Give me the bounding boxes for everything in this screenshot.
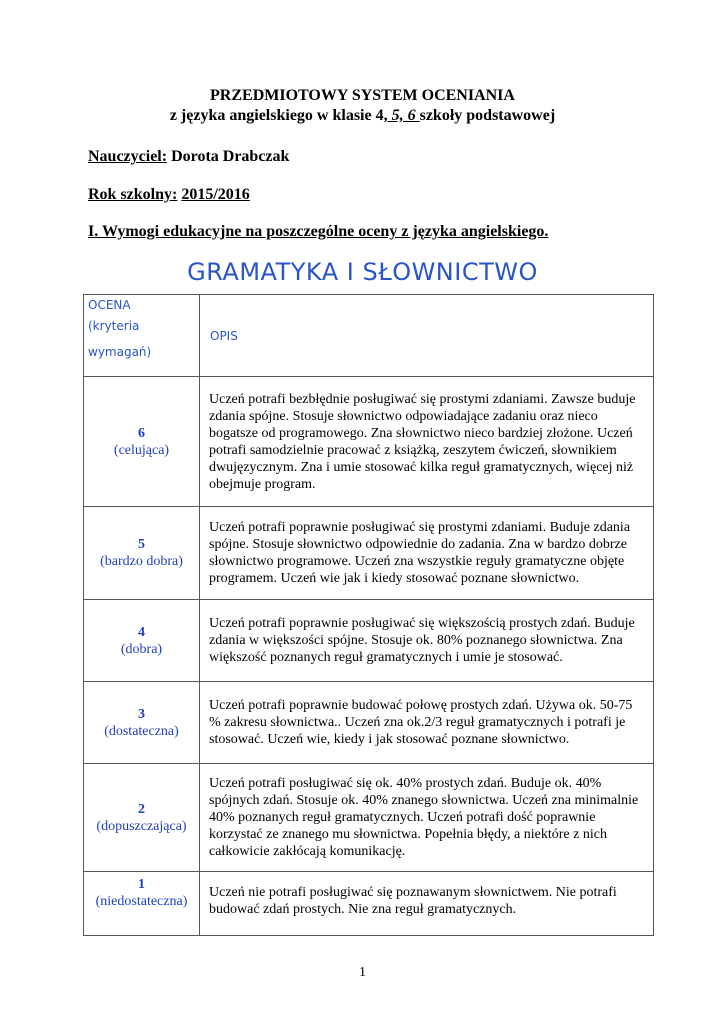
grade-number: 6 xyxy=(138,425,145,441)
description-cell xyxy=(200,377,654,507)
description-cell xyxy=(200,507,654,600)
description-cell xyxy=(200,600,654,682)
school-year-label: Rok szkolny: xyxy=(88,186,178,203)
table-row xyxy=(84,377,654,507)
description-cell xyxy=(200,764,654,872)
title-line-1: PRZEDMIOTOWY SYSTEM OCENIANIA xyxy=(210,87,515,104)
grade-description: Uczeń nie potrafi posługiwać się poznawanym słownictwem. Nie potrafi budować zdań prostych. Nie zna reguł gramatycznych. xyxy=(209,885,617,917)
table-row xyxy=(84,600,654,682)
school-year-value: 2015/2016 xyxy=(181,186,250,203)
header-description-cell: OPIS xyxy=(200,295,654,377)
table-row xyxy=(84,682,654,764)
grade-description: Uczeń potrafi poprawnie budować połowę prostych zdań. Używa ok. 50-75 % zakresu słownictwa.. Uczeń zna ok.2/3 reguł gramatycznych i potrafi je stosować. Uczeń wie, kiedy i jak stosować poznane słownictwo. xyxy=(209,698,633,747)
page-number: 1 xyxy=(359,965,366,980)
grade-name: (dopuszczająca) xyxy=(96,818,187,834)
grade-number: 1 xyxy=(138,877,145,892)
grade-description: Uczeń potrafi poprawnie posługiwać się prostymi zdaniami. Buduje zdania spójne. Stosuje słownictwo odpowiednie do zadania. Zna w bardzo dobrze słownictwo programowe. Uczeń zna wszystkie reguły gramatyczne objęte programem. Uczeń wie jak i kiedy stosować poznane słownictwo. xyxy=(209,520,631,586)
teacher-line xyxy=(88,148,289,166)
grade-cell xyxy=(84,600,200,682)
description-cell xyxy=(200,682,654,764)
table-row xyxy=(84,764,654,872)
title-line-2-pre: z języka angielskiego w klasie 4, xyxy=(169,107,388,124)
grade-number: 3 xyxy=(138,706,145,722)
header-grade-line-3: wymagań) xyxy=(88,345,152,359)
header-grade-cell xyxy=(84,295,200,377)
teacher-name: Dorota Drabczak xyxy=(171,148,290,165)
table-header-row xyxy=(84,295,654,377)
grade-cell xyxy=(84,507,200,600)
grade-number: 5 xyxy=(138,537,145,552)
title-line-2-classes: 5, 6 xyxy=(387,107,420,124)
grade-cell xyxy=(84,682,200,764)
grade-description: Uczeń potrafi poprawnie posługiwać się większością prostych zdań. Buduje zdania w większości spójne. Stosuje ok. 80% poznanego słownictwa. Zna większość poznanych reguł gramatycznych i umie je stosować. xyxy=(209,616,635,665)
header-grade-line-2: (kryteria xyxy=(88,319,140,333)
description-cell xyxy=(200,872,654,936)
grade-cell xyxy=(84,872,200,936)
table-row xyxy=(84,872,654,936)
grade-name: (niedostateczna) xyxy=(95,894,188,909)
grade-description: Uczeń potrafi posługiwać się ok. 40% prostych zdań. Buduje ok. 40% spójnych zdań. Stosuje ok. 40% znanego słownictwa. Uczeń zna minimalnie 40% poznanych reguł gramatycznych. Uczeń potrafi dość poprawnie korzystać ze znanego mu słownictwa. Popełnia błędy, a niektóre z nich całkowicie zakłócają komunikację. xyxy=(209,776,639,859)
grade-cell xyxy=(84,764,200,872)
table-row xyxy=(84,507,654,600)
school-year-line xyxy=(88,186,250,204)
handwritten-title: GRAMATYKA I SŁOWNICTWO xyxy=(187,258,538,286)
grade-name: (dostateczna) xyxy=(104,723,179,739)
title-line-2-post: szkoły podstawowej xyxy=(419,107,556,124)
grade-name: (bardzo dobra) xyxy=(100,554,183,569)
grade-number: 2 xyxy=(138,801,145,817)
grade-name: (celująca) xyxy=(113,442,170,458)
grades-table xyxy=(83,294,654,936)
grade-cell xyxy=(84,377,200,507)
document-title xyxy=(0,86,725,126)
grade-number: 4 xyxy=(138,624,145,640)
header-grade-line-1: OCENA xyxy=(88,298,131,312)
teacher-label: Nauczyciel: xyxy=(88,148,168,165)
grade-description: Uczeń potrafi bezbłędnie posługiwać się prostymi zdaniami. Zawsze buduje zdania spójne. Stosuje słownictwo odpowiadające zadaniu oraz nieco bogatsze od programowego. Zna słownictwo nieco bardziej złożone. Uczeń potrafi samodzielnie pracować z książką, zeszytem ćwiczeń, słownikiem dwujęzycznym. Zna i umie stosować kilka reguł gramatycznych, więcej niż obejmuje program. xyxy=(209,391,636,492)
grade-name: (dobra) xyxy=(120,641,163,657)
title-line-2 xyxy=(0,106,725,126)
section-heading: I. Wymogi edukacyjne na poszczególne oceny z języka angielskiego. xyxy=(88,223,549,240)
